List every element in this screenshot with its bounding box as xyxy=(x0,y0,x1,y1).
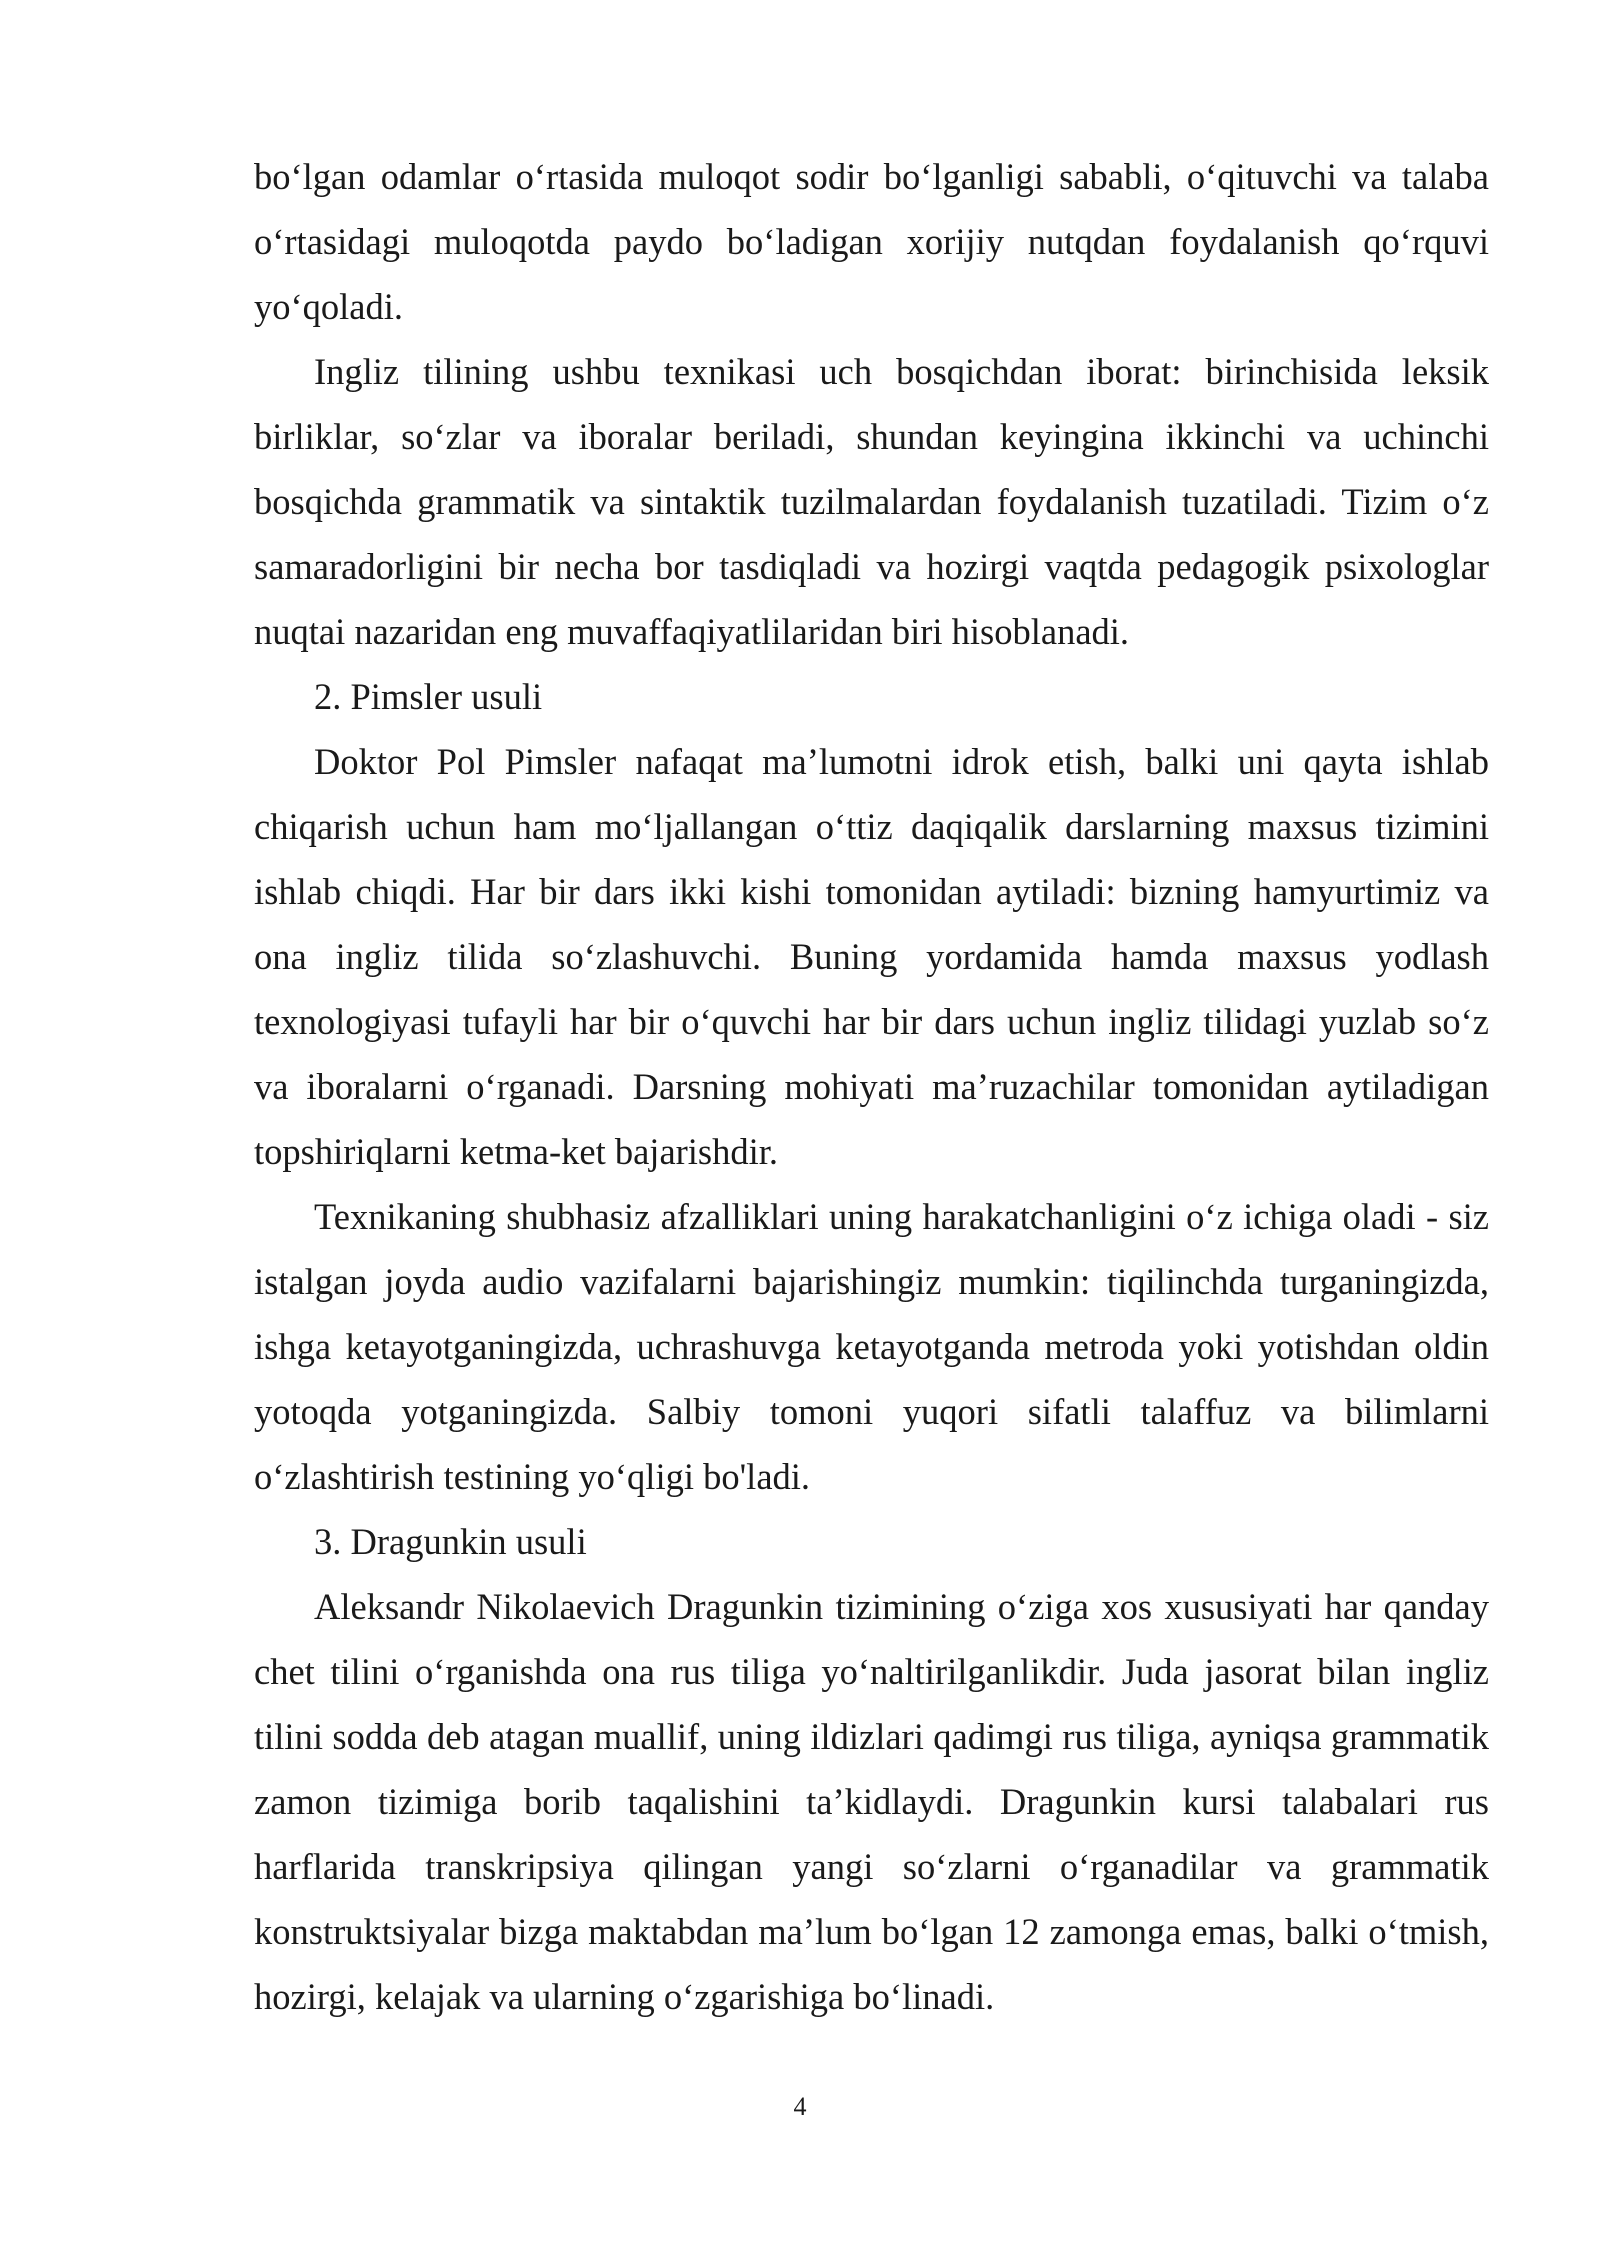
section-heading-dragunkin: 3. Dragunkin usuli xyxy=(314,1521,587,1562)
paragraph-dragunkin-description: Aleksandr Nikolaevich Dragunkin tizimining o‘ziga xos xususiyati har qanday chet tilini o‘rganishda ona rus tiliga yo‘naltirilganlikdir. Juda jasorat bilan ingliz tilini sodda deb atagan muallif, uning ildizlari qadimgi rus tiliga, ayniqsa grammatik zamon tizimiga borib taqalishini ta’kidlaydi. Dragunkin kursi talabalari rus harflarida transkripsiya qilingan yangi so‘zlarni o‘rganadilar va grammatik konstruktsiyalar bizga maktabdan ma’lum bo‘lgan 12 zamonga emas, balki o‘tmish, hozirgi, kelajak va ularning o‘zgarishiga bo‘linadi. xyxy=(254,1586,1489,2017)
paragraph-continuation: bo‘lgan odamlar o‘rtasida muloqot sodir bo‘lganligi sababli, o‘qituvchi va talaba o‘rtasidagi muloqotda paydo bo‘ladigan xorijiy nutqdan foydalanish qo‘rquvi yo‘qoladi. xyxy=(254,156,1489,327)
paragraph-technique-stages: Ingliz tilining ushbu texnikasi uch bosqichdan iborat: birinchisida leksik birliklar, so‘zlar va iboralar beriladi, shundan keyingina ikkinchi va uchinchi bosqichda grammatik va sintaktik tuzilmalardan foydalanish tuzatiladi. Tizim o‘z samaradorligini bir necha bor tasdiqladi va hozirgi vaqtda pedagogik psixologlar nuqtai nazaridan eng muvaffaqiyatlilaridan biri hisoblanadi. xyxy=(254,351,1489,652)
document-body xyxy=(254,144,1489,2029)
page-number: 4 xyxy=(793,2092,807,2121)
paragraph-pimsler-advantages: Texnikaning shubhasiz afzalliklari uning harakatchanligini o‘z ichiga oladi - siz istalgan joyda audio vazifalarni bajarishingiz mumkin: tiqilinchda turganingizda, ishga ketayotganingizda, uchrashuvga ketayotganda metroda yoki yotishdan oldin yotoqda yotganingizda. Salbiy tomoni yuqori sifatli talaffuz va bilimlarni o‘zlashtirish testining yo‘qligi bo'ladi. xyxy=(254,1196,1489,1497)
paragraph-pimsler-description: Doktor Pol Pimsler nafaqat ma’lumotni idrok etish, balki uni qayta ishlab chiqarish uchun ham mo‘ljallangan o‘ttiz daqiqalik darslarning maxsus tizimini ishlab chiqdi. Har bir dars ikki kishi tomonidan aytiladi: bizning hamyurtimiz va ona ingliz tilida so‘zlashuvchi. Buning yordamida hamda maxsus yodlash texnologiyasi tufayli har bir o‘quvchi har bir dars uchun ingliz tilidagi yuzlab so‘z va iboralarni o‘rganadi. Darsning mohiyati ma’ruzachilar tomonidan aytiladigan topshiriqlarni ketma-ket bajarishdir. xyxy=(254,741,1489,1172)
section-heading-pimsler: 2. Pimsler usuli xyxy=(314,676,543,717)
